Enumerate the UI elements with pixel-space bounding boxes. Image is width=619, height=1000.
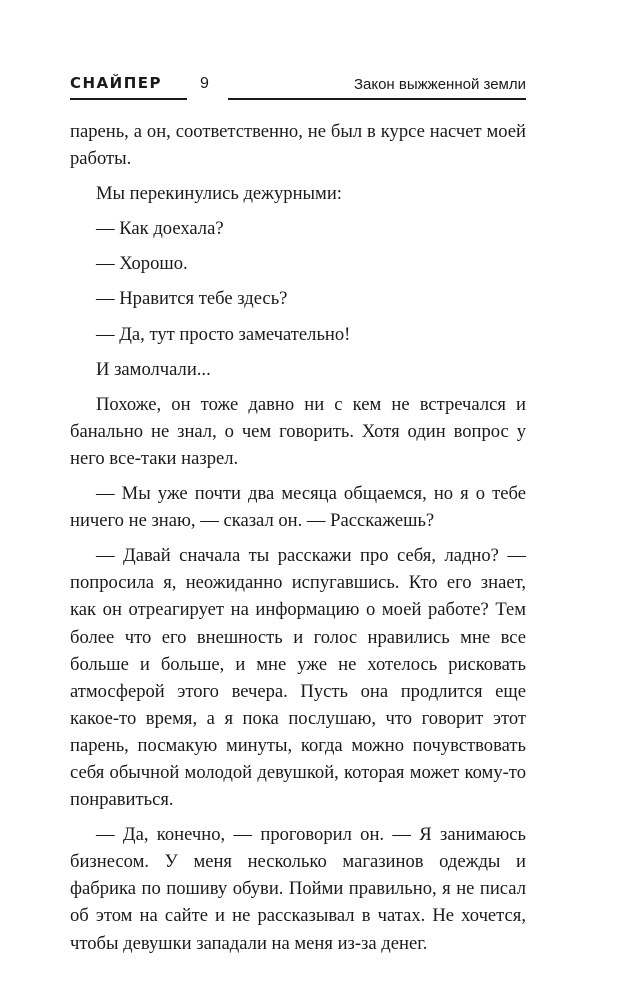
- header-rule-right: [228, 98, 526, 100]
- page-body: [70, 118, 526, 965]
- dialogue-line: — Давай сначала ты расскажи про себя, ладно? — попросила я, неожиданно испугавшись. Кто его знает, как он отреагирует на информацию о моей работе? Тем более что его внешность и голос нравились мне все больше и больше, и мне уже не хотелось рисковать атмосферой этого вечера. Пусть она продлится еще какое-то время, а я пока послушаю, что говорит этот парень, посмакую минуты, когда можно почувствовать себя обычной молодой девушкой, которая может кому-то понравиться.: [70, 545, 526, 811]
- paragraph: Похоже, он тоже давно ни с кем не встречался и банально не знал, о чем говорить. Хотя один вопрос у него все-таки назрел.: [70, 393, 526, 469]
- paragraph: парень, а он, соответственно, не был в курсе насчет моей работы.: [70, 121, 526, 170]
- paragraph: Мы перекинулись дежурными:: [96, 183, 342, 205]
- paragraph: И замолчали...: [96, 358, 211, 380]
- dialogue-line: — Мы уже почти два месяца общаемся, но я о тебе ничего не знаю, — сказал он. — Расскажешь?: [70, 483, 526, 532]
- dialogue-line: — Да, конечно, — проговорил он. — Я занимаюсь бизнесом. У меня несколько магазинов одежды и фабрика по пошиву обуви. Пойми правильно, я не писал об этом на сайте и не рассказывал в чатах. Не хочется, чтобы девушки западали на меня из-за денег.: [70, 824, 526, 954]
- dialogue-line: — Хорошо.: [96, 253, 188, 275]
- header-rule-left: [70, 98, 187, 100]
- book-title: Закон выжженной земли: [353, 76, 526, 93]
- series-title: СНАЙПЕР: [70, 74, 163, 92]
- dialogue-line: — Да, тут просто замечательно!: [96, 323, 351, 345]
- page-number: 9: [200, 75, 209, 92]
- running-header: [70, 74, 526, 100]
- dialogue-line: — Как доехала?: [96, 218, 224, 240]
- dialogue-line: — Нравится тебе здесь?: [96, 288, 288, 310]
